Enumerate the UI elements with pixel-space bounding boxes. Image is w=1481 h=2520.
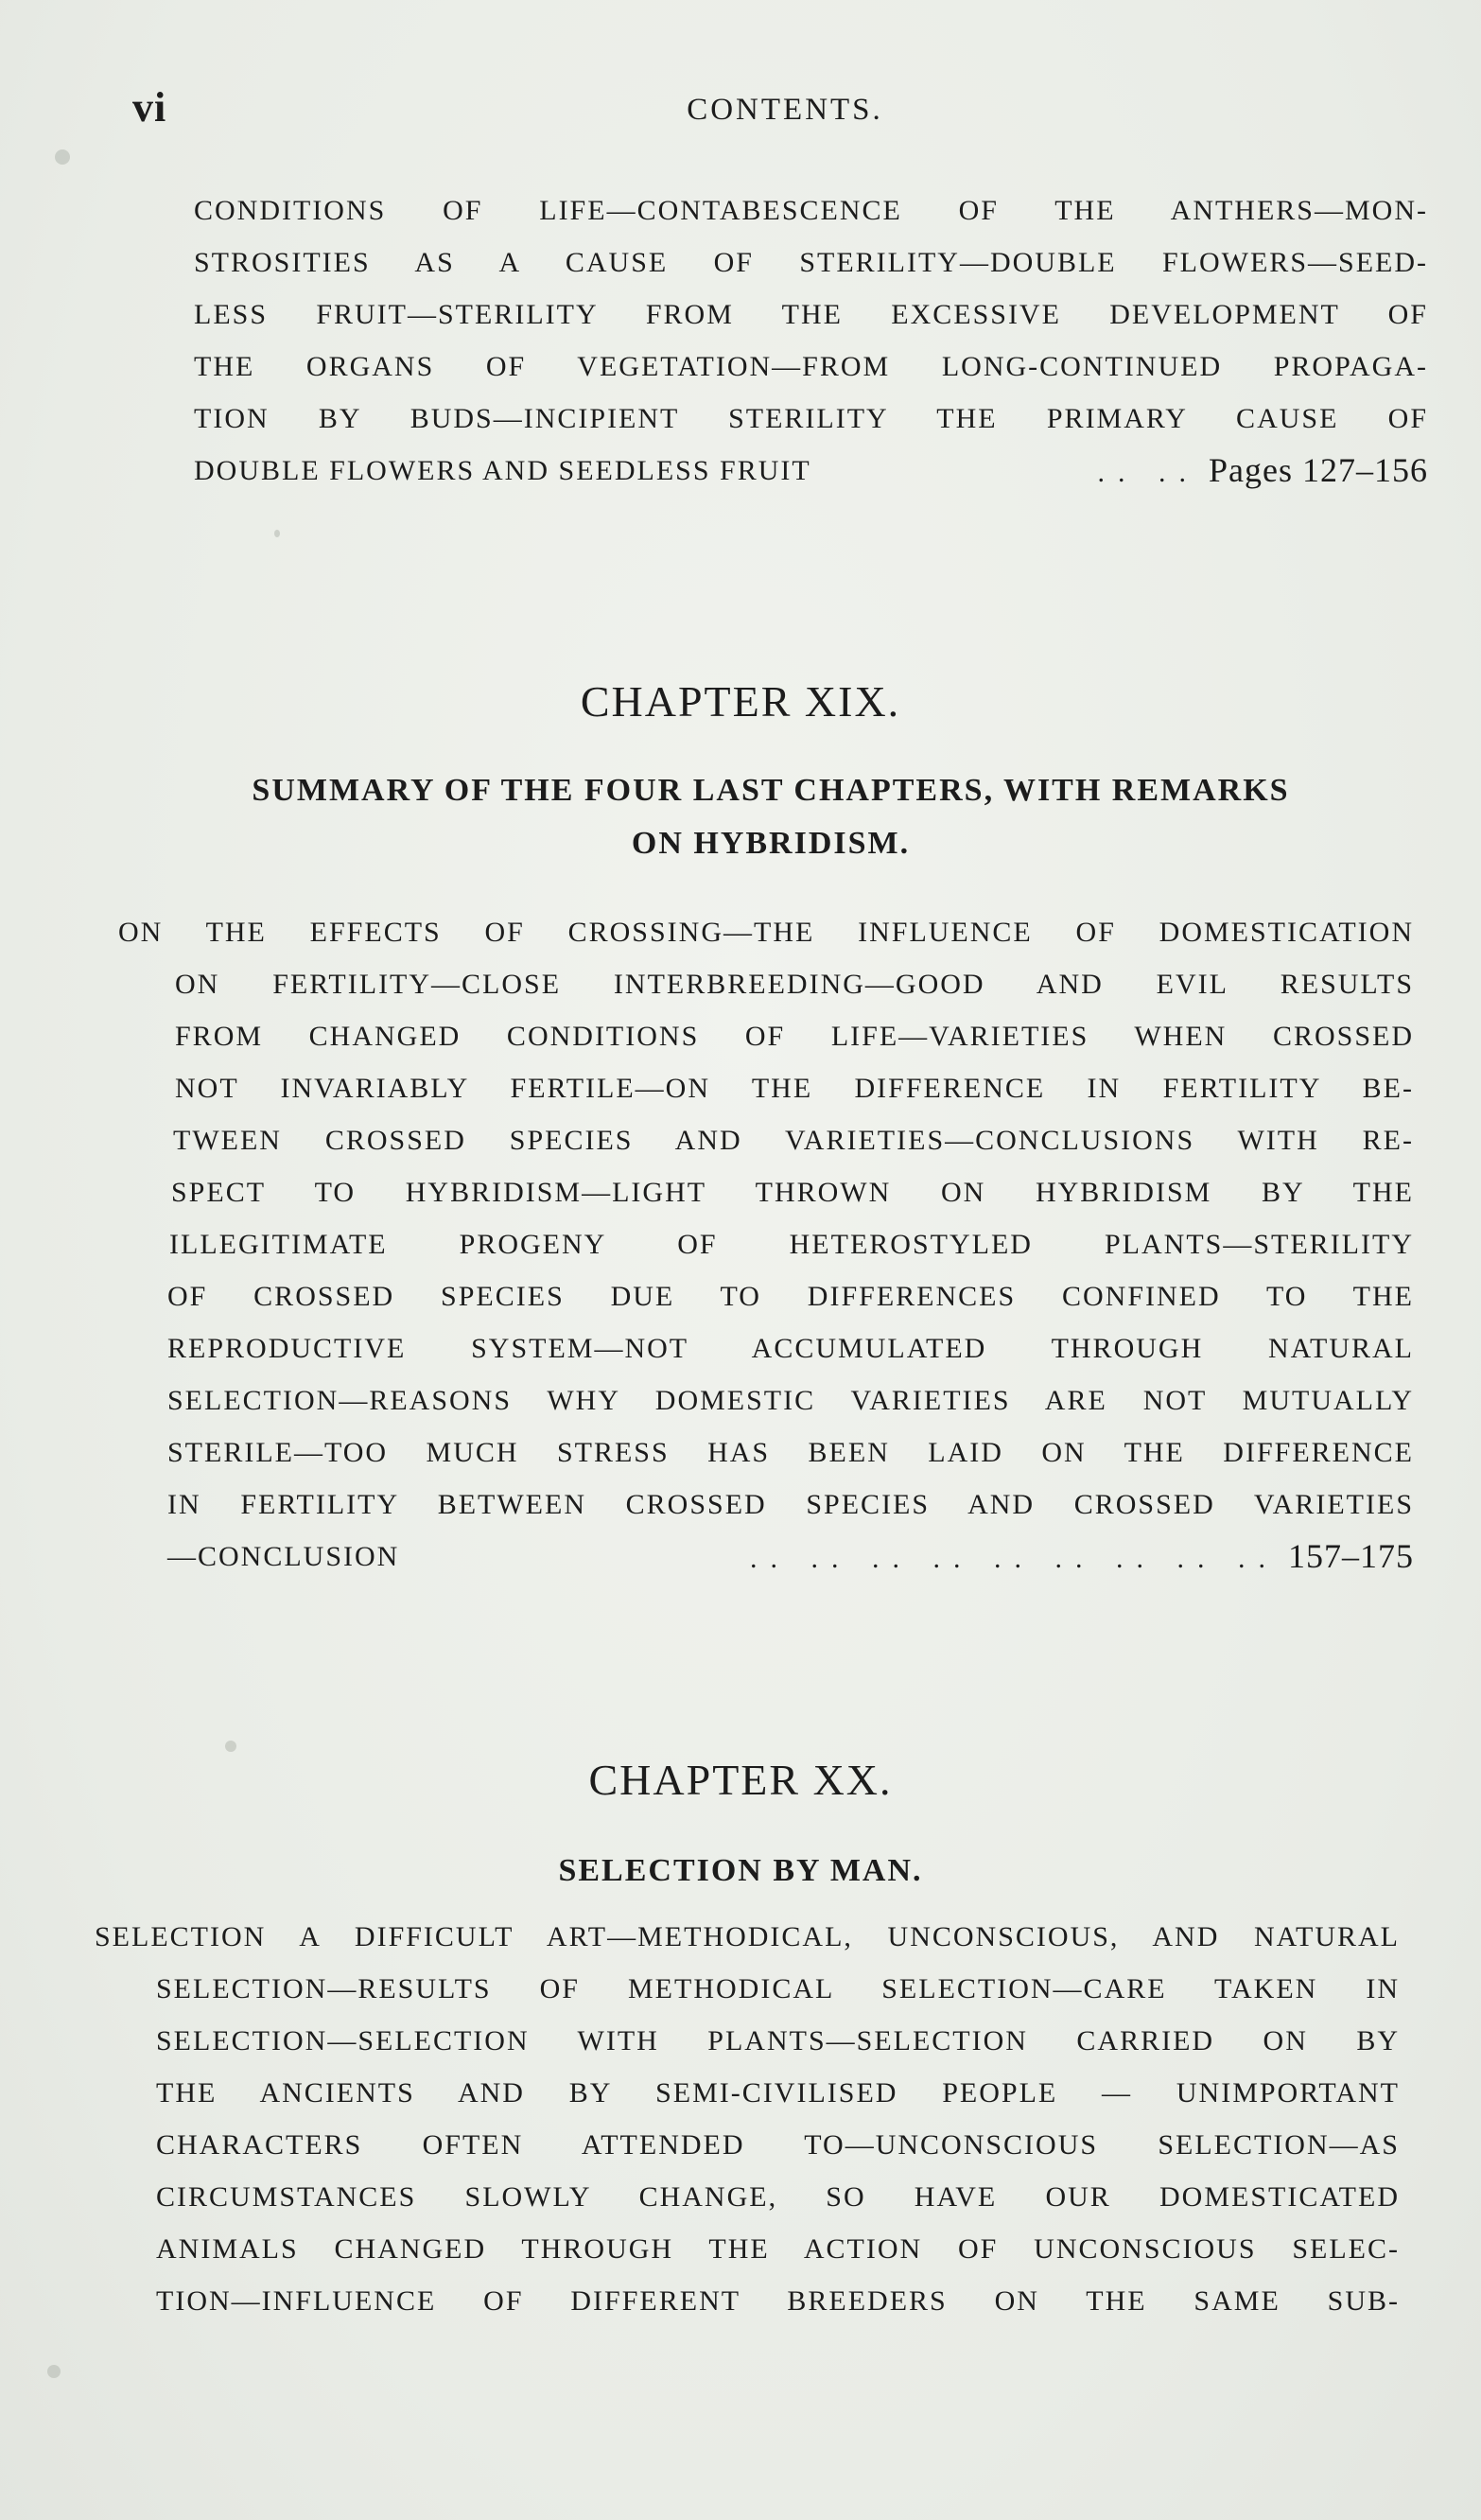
summary-line: TWEEN CROSSED SPECIES AND VARIETIES—CONCLUSIONS WITH RE- xyxy=(173,1125,1414,1156)
summary-line: STROSITIES AS A CAUSE OF STERILITY—DOUBLE FLOWERS—SEED- xyxy=(194,247,1428,278)
summary-line: NOT INVARIABLY FERTILE—ON THE DIFFERENCE IN FERTILITY BE- xyxy=(175,1073,1414,1104)
chapter-title: SELECTION BY MAN. xyxy=(558,1853,923,1888)
page-range: 157–175 xyxy=(1288,1537,1414,1575)
page-reference xyxy=(750,1531,1414,1584)
summary-line: CIRCUMSTANCES SLOWLY CHANGE, SO HAVE OUR DOMESTICATED xyxy=(156,2181,1400,2213)
summary-line: THE ORGANS OF VEGETATION—FROM LONG-CONTINUED PROPAGA- xyxy=(194,351,1428,382)
paper-speck xyxy=(55,149,70,165)
summary-line: ILLEGITIMATE PROGENY OF HETEROSTYLED PLANTS—STERILITY xyxy=(169,1229,1414,1260)
summary-line: —CONCLUSION xyxy=(167,1541,400,1572)
chapter-title-line: SUMMARY OF THE FOUR LAST CHAPTERS, WITH REMARKS xyxy=(252,773,1290,808)
summary-line: FROM CHANGED CONDITIONS OF LIFE—VARIETIES WHEN CROSSED xyxy=(175,1021,1414,1052)
running-header xyxy=(132,83,1437,140)
summary-line: ON THE EFFECTS OF CROSSING—THE INFLUENCE OF DOMESTICATION xyxy=(118,917,1414,948)
page-number: vi xyxy=(132,84,167,131)
summary-line: DOUBLE FLOWERS AND SEEDLESS FRUIT xyxy=(194,455,811,486)
summary-line: THE ANCIENTS AND BY SEMI-CIVILISED PEOPLE — UNIMPORTANT xyxy=(156,2077,1400,2109)
summary-line: CONDITIONS OF LIFE—CONTABESCENCE OF THE ANTHERS—MON- xyxy=(194,195,1428,226)
chapter-title xyxy=(113,764,1428,870)
summary-line: SELECTION A DIFFICULT ART—METHODICAL, UNCONSCIOUS, AND NATURAL xyxy=(95,1921,1400,1952)
chapter-heading: CHAPTER XX. xyxy=(588,1756,893,1804)
page-reference xyxy=(1098,445,1429,499)
summary-line: SELECTION—REASONS WHY DOMESTIC VARIETIES ARE NOT MUTUALLY xyxy=(167,1385,1414,1416)
chapter-heading: CHAPTER XIX. xyxy=(580,677,901,726)
chapter-xx-summary xyxy=(95,1911,1400,2327)
summary-line: IN FERTILITY BETWEEN CROSSED SPECIES AND CROSSED VARIETIES xyxy=(167,1489,1414,1520)
chapter-title-line: ON HYBRIDISM. xyxy=(631,826,911,861)
paper-speck xyxy=(225,1741,236,1752)
summary-line: SELECTION—SELECTION WITH PLANTS—SELECTION CARRIED ON BY xyxy=(156,2025,1400,2056)
summary-line: STERILE—TOO MUCH STRESS HAS BEEN LAID ON THE DIFFERENCE xyxy=(167,1437,1414,1468)
leader-dots: .. .. .. .. .. .. .. .. .. xyxy=(750,1543,1279,1574)
summary-line: ANIMALS CHANGED THROUGH THE ACTION OF UNCONSCIOUS SELEC- xyxy=(156,2233,1400,2265)
summary-line-with-pages xyxy=(194,445,1428,497)
summary-line: ON FERTILITY—CLOSE INTERBREEDING—GOOD AND EVIL RESULTS xyxy=(175,969,1414,1000)
page-range: Pages 127–156 xyxy=(1209,451,1428,489)
summary-line: TION BY BUDS—INCIPIENT STERILITY THE PRIMARY CAUSE OF xyxy=(194,403,1428,434)
running-title: CONTENTS. xyxy=(687,93,883,127)
chapter-xix-summary xyxy=(118,906,1414,1583)
summary-line: SELECTION—RESULTS OF METHODICAL SELECTION—CARE TAKEN IN xyxy=(156,1973,1400,2004)
chapter-xviii-summary xyxy=(194,184,1428,497)
paper-speck xyxy=(274,530,280,537)
summary-line-with-pages xyxy=(167,1531,1414,1583)
summary-line: CHARACTERS OFTEN ATTENDED TO—UNCONSCIOUS SELECTION—AS xyxy=(156,2129,1400,2161)
leader-dots: .. .. xyxy=(1097,457,1199,488)
summary-line: LESS FRUIT—STERILITY FROM THE EXCESSIVE DEVELOPMENT OF xyxy=(194,299,1428,330)
paper-speck xyxy=(47,2365,61,2378)
summary-line: REPRODUCTIVE SYSTEM—NOT ACCUMULATED THROUGH NATURAL xyxy=(167,1333,1414,1364)
summary-line: TION—INFLUENCE OF DIFFERENT BREEDERS ON THE SAME SUB- xyxy=(156,2285,1400,2317)
summary-line: SPECT TO HYBRIDISM—LIGHT THROWN ON HYBRIDISM BY THE xyxy=(171,1177,1414,1208)
summary-line: OF CROSSED SPECIES DUE TO DIFFERENCES CONFINED TO THE xyxy=(167,1281,1414,1312)
